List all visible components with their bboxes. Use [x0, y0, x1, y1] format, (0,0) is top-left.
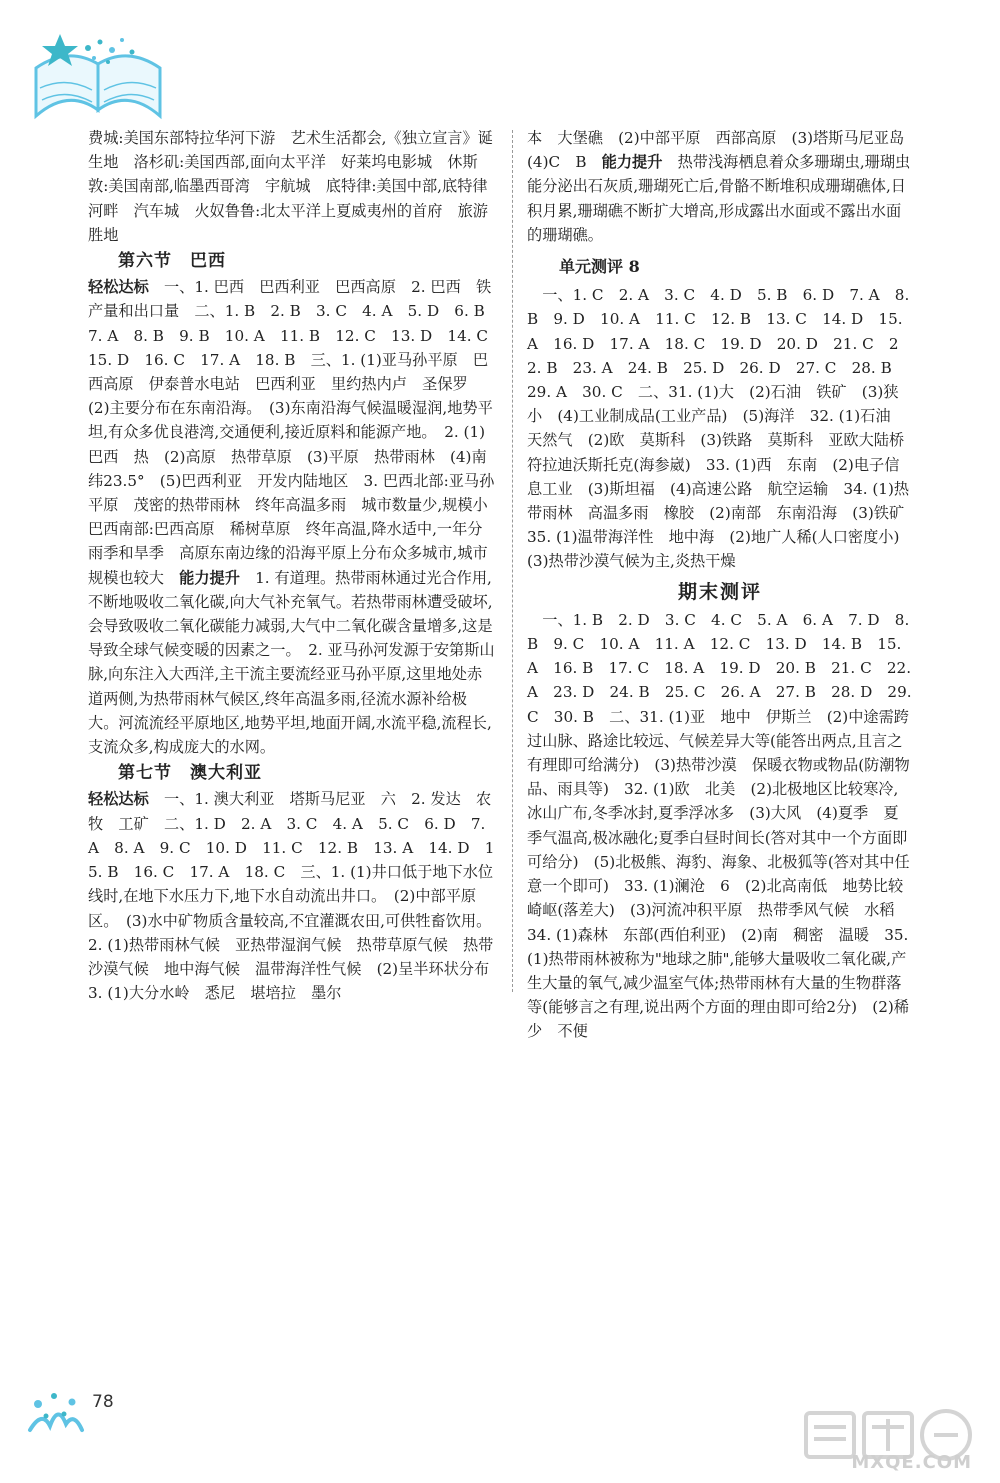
label-advanced: 能力提升	[601, 153, 663, 172]
right-column	[527, 126, 920, 1044]
answers-brazil-a: 一、1. 巴西 巴西利亚 巴西高原 2. 巴西 铁 产量和出口量 二、1. B 2. B 3. C 4. A 5. D 6. B 7. A 8. B 9. B 10. A 11. B 12. C 13. D 14. C 15. D 16. C 17. A 18. B 三、1. (1)亚马孙平原 巴西高原 伊泰普水电站 巴西利亚 里约热内卢 圣保罗 (2)主要分布在东南沿海。 (3)东南沿海气候温暖湿润,地势平坦,有众多优良港湾,交通便利,接近原料和能源产地。 2. (1)巴西 热 (2)高原 热带草原 (3)平原 热带雨林 (4)南纬23.5° (5)巴西利亚 开发内陆地区 3. 巴西北部:亚马孙平原 茂密的热带雨林 终年高温多雨 城市数量少,规模小 巴西南部:巴西高原 稀树草原 终年高温,降水适中,一年分雨季和旱季 高原东南边缘的沿海平原上分布众多城市,城市规模也较大	[88, 278, 507, 587]
paragraph-brazil	[88, 275, 507, 759]
label-easy: 轻松达标	[88, 278, 149, 297]
label-advanced: 能力提升	[179, 568, 240, 587]
section-heading-brazil: 第六节 巴西	[118, 251, 226, 272]
answers-australia-cont: 本 大堡礁 (2)中部平原 西部高原 (3)塔斯马尼亚岛 (4)C B	[527, 129, 920, 172]
answers-brazil-b: 1. 有道理。热带雨林通过光合作用,不断地吸收二氧化碳,向大气补充氧气。若热带雨林遭受破坏,会导致吸收二氧化碳能力减弱,大气中二氧化碳含量增多,这是导致全球气候变暖的因素之一。 2. 亚马孙河发源于安第斯山脉,向东注入大西洋,主干流主要流经亚马孙平原,这里地处赤道两侧,为热带雨林气候区,终年高温多雨,径流水源补给极大。河流流经平原地区,地势平坦,地面开阔,水流平稳,流程长,支流众多,构成庞大的水网。	[88, 568, 495, 757]
paragraph-final-test: 一、1. B 2. D 3. C 4. C 5. A 6. A 7. D 8. B 9. C 10. A 11. A 12. C 13. D 14. B 15. A 16. B 17. C 18. A 19. D 20. B 21. C 22. A 23. D 24. B 25. C 26. A 27. B 28. D 29. C 30. B 二、31. (1)亚 地中 伊斯兰 (2)中途需跨过山脉、路途比较远、气候差异大等(能答出两点,且言之有理即可给满分) (3)热带沙漠 保暖衣物或物品(防潮物品、雨具等) 32. (1)欧 北美 (2)北极地区比较寒冷,冰山广布,冬季冰封,夏季浮冰多 (3)大风 (4)夏季 夏季气温高,极冰融化;夏季白昼时间长(答对其中一个方面即可给分) (5)北极熊、海豹、海象、北极狐等(答对其中任意一个即可) 33. (1)澜沧 6 (2)北高南低 地势比较崎岖(落差大) (3)河流冲积平原 热带季风气候 水稻 34. (1)森林 东部(西伯利亚) (2)南 稠密 温暖 35. (1)热带雨林被称为"地球之肺",能够大量吸收二氧化碳,产生大量的氧气,减少温室气体;热带雨林有大量的生物群落等(能够言之有理,说出两个方面的理由即可给2分) (2)稀少 不便	[527, 610, 917, 1041]
splash-decor-icon	[20, 1380, 90, 1440]
watermark-url: MXQE.COM	[851, 1452, 972, 1473]
section-heading-final-test: 期末测评	[677, 580, 762, 603]
column-divider	[512, 130, 513, 992]
page-number: 78	[92, 1392, 114, 1412]
book-star-icon	[28, 28, 168, 128]
paragraph-australia-cont	[527, 126, 920, 247]
paragraph-australia	[88, 787, 505, 1005]
paragraph-us-cities: 费城:美国东部特拉华河下游 艺术生活都会,《独立宣言》诞生地 洛杉矶:美国西部,面向太平洋 好莱坞电影城 休斯敦:美国南部,临墨西哥湾 宇航城 底特律:美国中部,底特律河畔 汽车城 火奴鲁鲁:北太平洋上夏威夷州的首府 旅游胜地	[88, 129, 493, 244]
left-column	[88, 126, 507, 1005]
answers-coral: 热带浅海栖息着众多珊瑚虫,珊瑚虫能分泌出石灰质,珊瑚死亡后,骨骼不断堆积成珊瑚礁体,日积月累,珊瑚礁不断扩大增高,形成露出水面或不露出水面的珊瑚礁。	[527, 153, 911, 244]
label-easy: 轻松达标	[88, 790, 149, 809]
section-heading-australia: 第七节 澳大利亚	[118, 763, 262, 784]
section-heading-unit-test: 单元测评 8	[559, 257, 640, 277]
answers-australia: 一、1. 澳大利亚 塔斯马尼亚 六 2. 发达 农牧 工矿 二、1. D 2. A 3. C 4. A 5. C 6. D 7. A 8. A 9. C 10. D 11. C 12. B 13. A 14. D 15. B 16. C 17. A 18. C 三、1. (1)井口低于地下水位线时,在地下水压力下,地下水自动流出井口。 (2)中部平原区。 (3)水中矿物质含量较高,不宜灌溉农田,可供牲畜饮用。 2. (1)热带雨林气候 亚热带湿润气候 热带草原气候 热带沙漠气候 地中海气候 温带海洋性气候 (2)呈半环状分布 3. (1)大分水岭 悉尼 堪培拉 墨尔	[88, 790, 505, 1003]
paragraph-unit-test: 一、1. C 2. A 3. C 4. D 5. B 6. D 7. A 8. B 9. D 10. A 11. C 12. B 13. C 14. D 15. A 16. D 17. A 18. C 19. D 20. D 21. C 22. B 23. A 24. B 25. D 26. D 27. C 28. B 29. A 30. C 二、31. (1)大 (2)石油 铁矿 (3)狭小 (4)工业制成品(工业产品) (5)海洋 32. (1)石油 天然气 (2)欧 莫斯科 (3)铁路 莫斯科 亚欧大陆桥 符拉迪沃斯托克(海参崴) 33. (1)西 东南 (2)电子信息工业 (3)斯坦福 (4)高速公路 航空运输 34. (1)热带雨林 高温多雨 橡胶 (2)南部 东南沿海 (3)铁矿 35. (1)温带海洋性 地中海 (2)地广人稀(人口密度小) (3)热带沙漠气候为主,炎热干燥	[527, 286, 920, 571]
